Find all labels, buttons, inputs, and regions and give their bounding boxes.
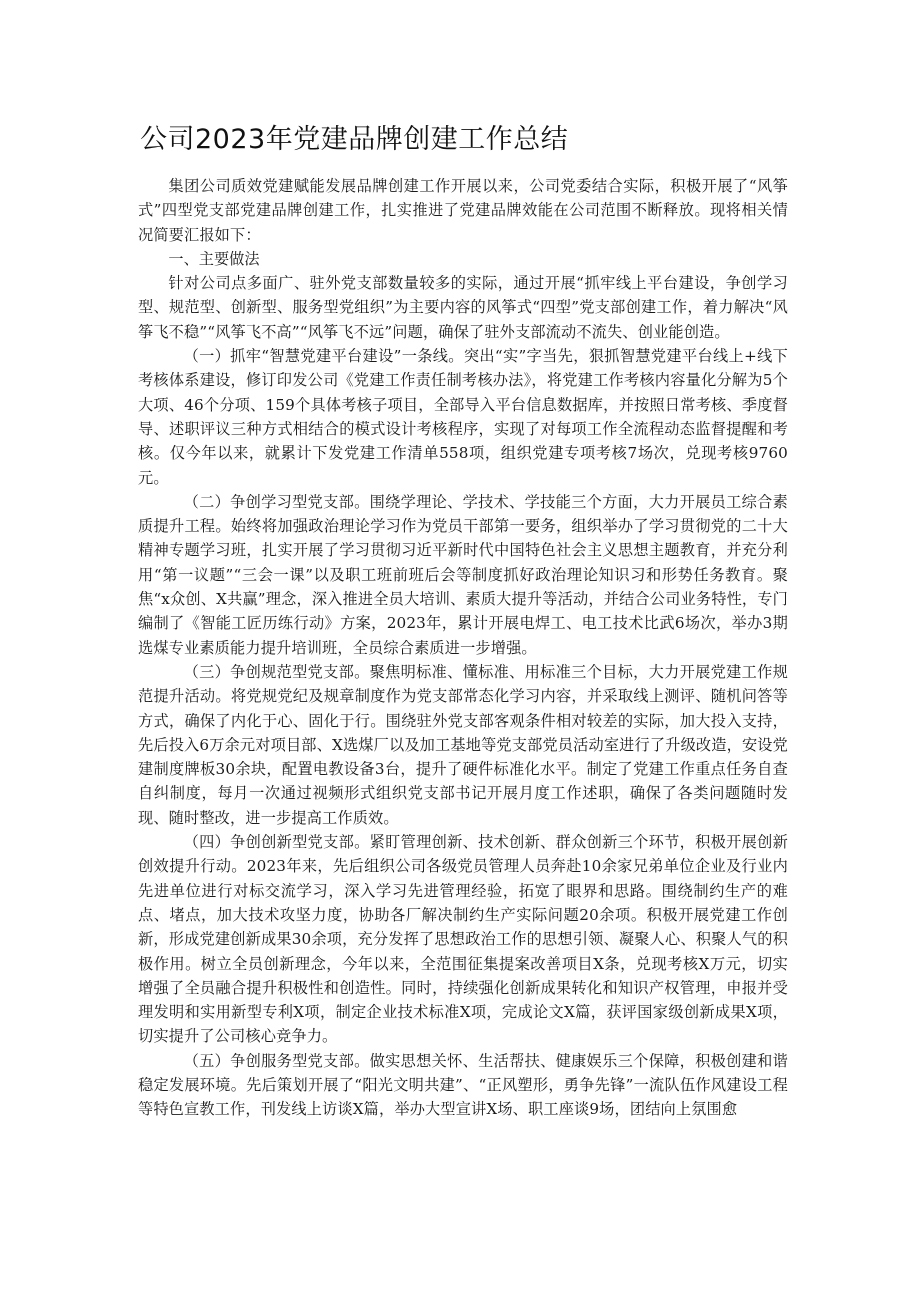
item-paragraph-5: （五）争创服务型党支部。做实思想关怀、生活帮扶、健康娱乐三个保障，积极创建和谐稳定发展环境。先后策划开展了“阳光文明共建”、“正风塑形，勇争先锋”一流队伍作风建设工程等特色宣教工作，刊发线上访谈X篇，举办大型宣讲X场、职工座谈9场，团结向上氛围愈 [138,1051,788,1119]
item-paragraph-4: （四）争创创新型党支部。紧盯管理创新、技术创新、群众创新三个环节，积极开展创新创效提升行动。2023年来，先后组织公司各级党员管理人员奔赴10余家兄弟单位企业及行业内先进单位进行对标交流学习，深入学习先进管理经验，拓宽了眼界和思路。围绕制约生产的难点、堵点，加大技术攻坚力度，协助各厂解决制约生产实际问题20余项。积极开展党建工作创新，形成党建创新成果30余项，充分发挥了思想政治工作的思想引领、凝聚人心、积聚人气的积极作用。树立全员创新理念，今年以来，全范围征集提案改善项目X条，兑现考核X万元，切实增强了全员融合提升积极性和创造性。同时，持续强化创新成果转化和知识产权管理，申报并受理发明和实用新型专利X项，制定企业技术标准X项，完成论文X篇，获评国家级创新成果X项，切实提升了公司核心竞争力。 [138,833,788,1046]
item-paragraph-2: （二）争创学习型党支部。围绕学理论、学技术、学技能三个方面，大力开展员工综合素质提升工程。始终将加强政治理论学习作为党员干部第一要务，组织举办了学习贯彻党的二十大精神专题学习班，扎实开展了学习贯彻习近平新时代中国特色社会主义思想主题教育，并充分利用“第一议题”“三会一课”以及职工班前班后会等制度抓好政治理论知识习和形势任务教育。聚焦“x众创、X共赢”理念，深入推进全员大培训、素质大提升等活动，并结合公司业务特性，专门编制了《智能工匠历练行动》方案，2023年，累计开展电焊工、电工技术比武6场次，举办3期选煤专业素质能力提升培训班，全员综合素质进一步增强。 [138,492,788,657]
item-paragraph-1: （一）抓牢“智慧党建平台建设”一条线。突出“实”字当先，狠抓智慧党建平台线上+线下考核体系建设，修订印发公司《党建工作责任制考核办法》，将党建工作考核内容量化分解为5个大项、46个分项、159个具体考核子项目，全部导入平台信息数据库，并按照日常考核、季度督导、述职评议三种方式相结合的模式设计考核程序，实现了对每项工作全流程动态监督提醒和考核。仅今年以来，就累计下发党建工作清单558项，组织党建专项考核7场次，兑现考核9760元。 [138,347,788,487]
item-paragraph-3: （三）争创规范型党支部。聚焦明标准、懂标准、用标准三个目标，大力开展党建工作规范提升活动。将党规党纪及规章制度作为党支部常态化学习内容，并采取线上测评、随机问答等方式，确保了内化于心、固化于行。围绕驻外党支部客观条件相对较差的实际，加大投入支持，先后投入6万余元对项目部、X选煤厂以及加工基地等党支部党员活动室进行了升级改造，安设党建制度牌板30余块，配置电教设备3台，提升了硬件标准化水平。制定了党建工作重点任务自查自纠制度，每月一次通过视频形式组织党支部书记开展月度工作述职，确保了各类问题随时发现、随时整改，进一步提高工作质效。 [138,662,788,827]
section-heading-main-practices: 一、主要做法 [168,249,260,268]
intro-paragraph: 集团公司质效党建赋能发展品牌创建工作开展以来，公司党委结合实际，积极开展了“风筝式”四型党支部党建品牌创建工作，扎实推进了党建品牌效能在公司范围不断释放。现将相关情况简要汇报如下： [138,177,788,244]
document-page [138,118,788,1122]
section-lead-paragraph: 针对公司点多面广、驻外党支部数量较多的实际，通过开展“抓牢线上平台建设，争创学习型、规范型、创新型、服务型党组织”为主要内容的风筝式“四型”党支部创建工作，着力解决“风筝飞不稳”“风筝飞不高”“风筝飞不远”问题，确保了驻外支部流动不流失、创业能创造。 [138,274,788,341]
document-title: 公司2023年党建品牌创建工作总结 [140,124,569,155]
